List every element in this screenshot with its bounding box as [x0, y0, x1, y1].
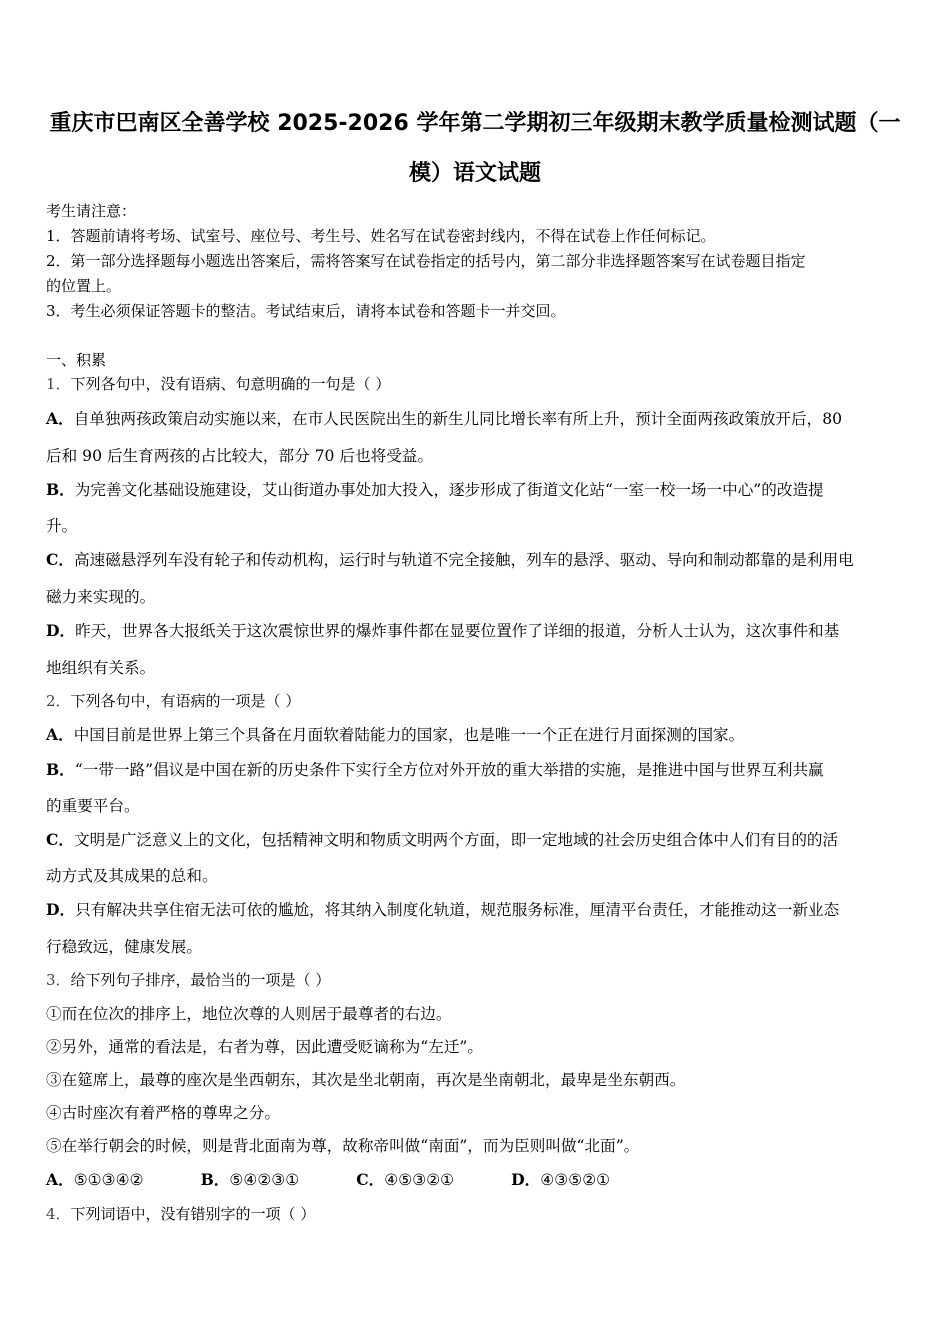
q1-option-d: [46, 621, 916, 641]
q2-option-c: [46, 830, 916, 850]
q2-option-b-cont: 的重要平台。: [46, 797, 140, 815]
option-text: 只有解决共享住宿无法可依的尴尬，将其纳入制度化轨道，规范服务标准，厘清平台责任，才能推动这一新业态: [75, 901, 840, 919]
q3-choice-a: [46, 1170, 144, 1190]
option-text: ④③⑤②①: [540, 1171, 611, 1189]
option-text: 文明是广泛意义上的文化，包括精神文明和物质文明两个方面，即一定地域的社会历史组合体中人们有目的的活: [74, 831, 839, 849]
option-label: D．: [46, 900, 76, 919]
option-label: A．: [46, 409, 74, 428]
q2-option-d: [46, 900, 916, 920]
option-label: A．: [46, 725, 74, 744]
question-number: 1．: [46, 375, 71, 393]
option-text: ⑤①③④②: [73, 1171, 144, 1189]
q1-option-c-cont: 磁力来实现的。: [46, 588, 156, 606]
option-label: C．: [356, 1170, 385, 1189]
option-label: C．: [46, 550, 75, 569]
notice-item-3: 3．考生必须保证答题卡的整洁。考试结束后，请将本试卷和答题卡一并交回。: [46, 302, 566, 320]
option-text: ⑤④②③①: [229, 1171, 300, 1189]
option-text: 中国目前是世界上第三个具备在月面软着陆能力的国家，也是唯一一个正在进行月面探测的国家。: [73, 726, 745, 744]
q3-sentence-4: ④古时座次有着严格的尊卑之分。: [46, 1104, 280, 1122]
q2-option-d-cont: 行稳致远，健康发展。: [46, 938, 202, 956]
q2-option-a: [46, 725, 916, 745]
q1-option-a-cont: 后和 90 后生育两孩的占比较大，部分 70 后也将受益。: [46, 447, 433, 465]
option-label: D．: [511, 1170, 541, 1189]
section-heading: 一、积累: [46, 351, 107, 369]
option-text: 昨天，世界各大报纸关于这次震惊世界的爆炸事件都在显要位置作了详细的报道，分析人士认为，这次事件和基: [75, 622, 840, 640]
option-text: 为完善文化基础设施建设，艾山街道办事处加大投入，逐步形成了街道文化站“一室一校一场一中心”的改造提: [74, 481, 824, 499]
option-label: D．: [46, 621, 76, 640]
q3-sentence-3: ③在筵席上，最尊的座次是坐西朝东，其次是坐北朝南，再次是坐南朝北，最卑是坐东朝西。: [46, 1071, 686, 1089]
q3-sentence-2: ②另外，通常的看法是，右者为尊，因此遭受贬谪称为“左迁”。: [46, 1038, 483, 1056]
q1-option-d-cont: 地组织有关系。: [46, 659, 156, 677]
option-text: ④⑤③②①: [384, 1171, 455, 1189]
option-label: B．: [200, 1170, 230, 1189]
exam-title-line-2: 模）语文试题: [408, 161, 541, 186]
option-label: C．: [46, 830, 75, 849]
option-text: 自单独两孩政策启动实施以来，在市人民医院出生的新生儿同比增长率有所上升，预计全面两孩政策放开后，80: [73, 410, 843, 428]
q3-sentence-1: ①而在位次的排序上，地位次尊的人则居于最尊者的右边。: [46, 1005, 452, 1023]
question-text: 下列词语中，没有错别字的一项（ ）: [70, 1205, 316, 1223]
notice-item-2-cont: 的位置上。: [46, 277, 122, 295]
question-text: 给下列句子排序，最恰当的一项是（ ）: [70, 971, 331, 989]
question-2-stem: [46, 691, 916, 711]
q3-choices: [46, 1170, 916, 1190]
notice-item-1: 1．答题前请将考场、试室号、座位号、考生号、姓名写在试卷密封线内，不得在试卷上作任何标记。: [46, 227, 716, 245]
exam-title-line-1: 重庆市巴南区全善学校 2025-2026 学年第二学期初三年级期末教学质量检测试题（一: [49, 111, 901, 136]
option-text: 高速磁悬浮列车没有轮子和传动机构，运行时与轨道不完全接触，列车的悬浮、驱动、导向和制动都靠的是利用电: [74, 551, 854, 569]
option-text: “一带一路”倡议是中国在新的历史条件下实行全方位对外开放的重大举措的实施，是推进中国与世界互利共赢: [74, 761, 824, 779]
option-label: B．: [46, 760, 75, 779]
q3-choice-d: [511, 1170, 610, 1190]
q3-choice-c: [356, 1170, 454, 1190]
question-number: 4．: [46, 1205, 71, 1223]
question-text: 下列各句中，有语病的一项是（ ）: [70, 692, 301, 710]
question-4-stem: [46, 1204, 916, 1224]
notice-item-2: 2．第一部分选择题每小题选出答案后，需将答案写在试卷指定的括号内，第二部分非选择题答案写在试卷题目指定: [46, 252, 806, 270]
question-number: 3．: [46, 971, 71, 989]
q2-option-b: [46, 760, 916, 780]
option-label: A．: [46, 1170, 74, 1189]
q1-option-b: [46, 480, 916, 500]
notice-heading: 考生请注意：: [46, 202, 137, 220]
q3-sentence-5: ⑤在举行朝会的时候，则是背北面南为尊，故称帝叫做“南面”，而为臣则叫做“北面”。: [46, 1137, 640, 1155]
q1-option-c: [46, 550, 916, 570]
question-text: 下列各句中，没有语病、句意明确的一句是（ ）: [70, 375, 391, 393]
question-3-stem: [46, 970, 916, 990]
q1-option-a: [46, 409, 916, 429]
question-1-stem: [46, 374, 916, 394]
q2-option-c-cont: 动方式及其成果的总和。: [46, 867, 218, 885]
option-label: B．: [46, 480, 75, 499]
q1-option-b-cont: 升。: [46, 517, 78, 535]
question-number: 2．: [46, 692, 71, 710]
q3-choice-b: [201, 1170, 300, 1190]
